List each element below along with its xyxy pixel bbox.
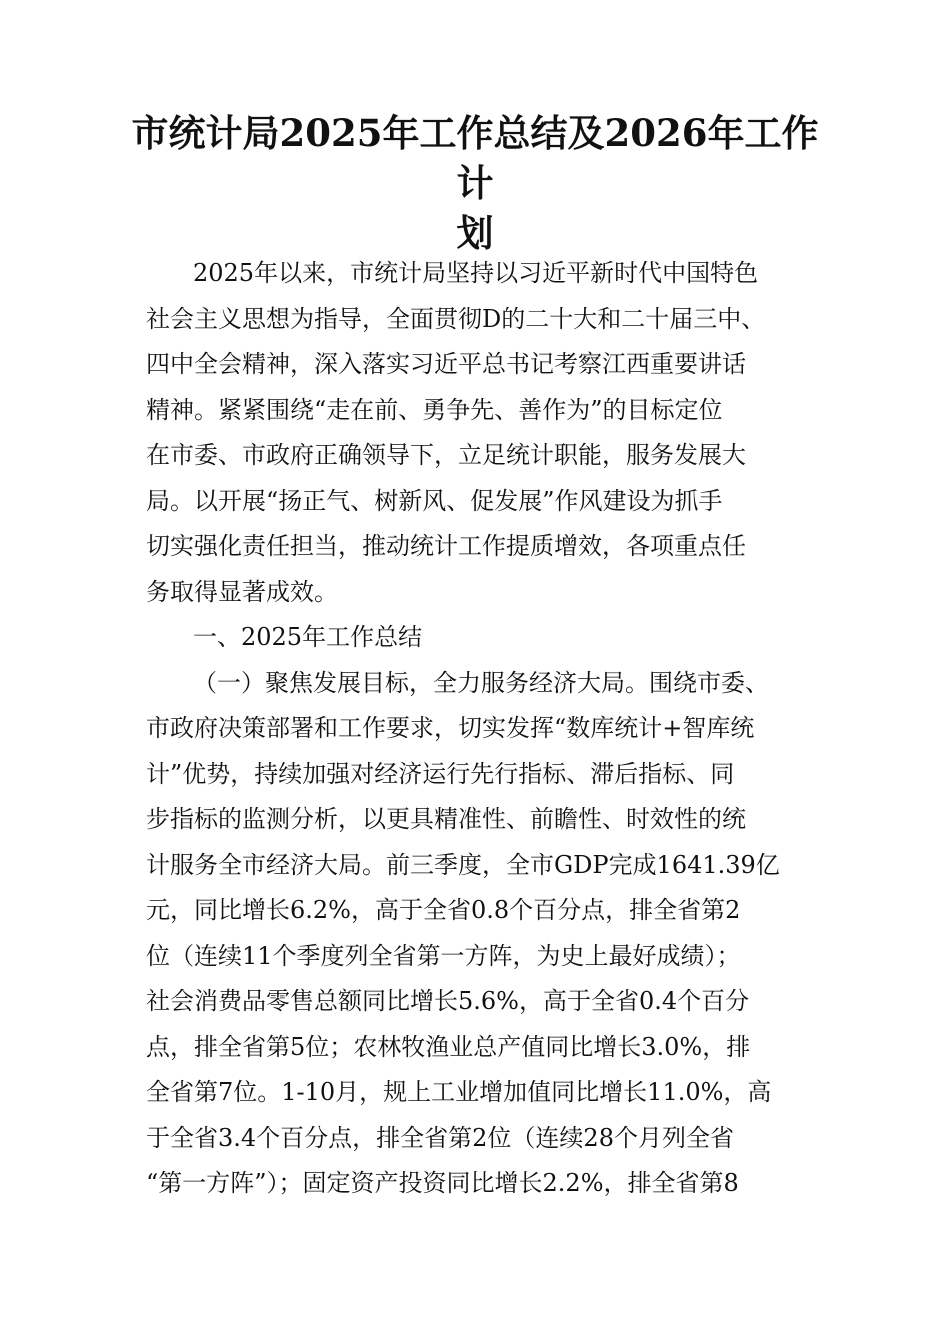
paragraph-line: 局。以开展“扬正气、树新风、促发展”作风建设为抓手	[146, 486, 723, 515]
section-heading: 一、2025年工作总结	[193, 623, 423, 651]
title-line-2: 划	[456, 211, 494, 255]
paragraph-line: 在市委、市政府正确领导下，立足统计职能，服务发展大	[146, 441, 746, 469]
paragraph-line: 四中全会精神，深入落实习近平总书记考察江西重要讲话	[146, 350, 746, 378]
paragraph-line: 社会消费品零售总额同比增长5.6%，高于全省0.4个百分	[146, 987, 750, 1015]
paragraph-line: 步指标的监测分析，以更具精准性、前瞻性、时效性的统	[146, 805, 746, 833]
paragraph-line: 位（连续11个季度列全省第一方阵，为史上最好成绩）；	[146, 941, 741, 970]
document-title	[120, 108, 830, 258]
paragraph-line: 计”优势，持续加强对经济运行先行指标、滞后指标、同	[146, 759, 735, 788]
paragraph-line: 切实强化责任担当，推动统计工作提质增效，各项重点任	[146, 532, 746, 560]
title-line-1: 市统计局2025年工作总结及2026年工作计	[131, 111, 819, 205]
paragraph-line: 务取得显著成效。	[146, 577, 338, 606]
paragraph-line: 元，同比增长6.2%，高于全省0.8个百分点，排全省第2	[146, 896, 741, 924]
paragraph-line: 全省第7位。1-10月，规上工业增加值同比增长11.0%，高	[146, 1078, 772, 1106]
paragraph-line: （一）聚焦发展目标，全力服务经济大局。围绕市委、	[193, 668, 769, 697]
paragraph-line: 2025年以来，市统计局坚持以习近平新时代中国特色	[193, 259, 759, 287]
paragraph-line: 精神。紧紧围绕“走在前、勇争先、善作为”的目标定位	[146, 395, 723, 424]
paragraph-line: 社会主义思想为指导，全面贯彻D的二十大和二十届三中、	[146, 304, 766, 333]
paragraph-line: 点，排全省第5位；农林牧渔业总产值同比增长3.0%，排	[146, 1032, 751, 1061]
paragraph-line: “第一方阵”）；固定资产投资同比增长2.2%，排全省第8	[146, 1169, 739, 1197]
paragraph-line: 计服务全市经济大局。前三季度，全市GDP完成1641.39亿	[146, 850, 780, 879]
document-body	[146, 251, 826, 1207]
paragraph-line: 市政府决策部署和工作要求，切实发挥“数库统计+智库统	[146, 714, 755, 742]
paragraph-line: 于全省3.4个百分点，排全省第2位（连续28个月列全省	[146, 1123, 734, 1152]
